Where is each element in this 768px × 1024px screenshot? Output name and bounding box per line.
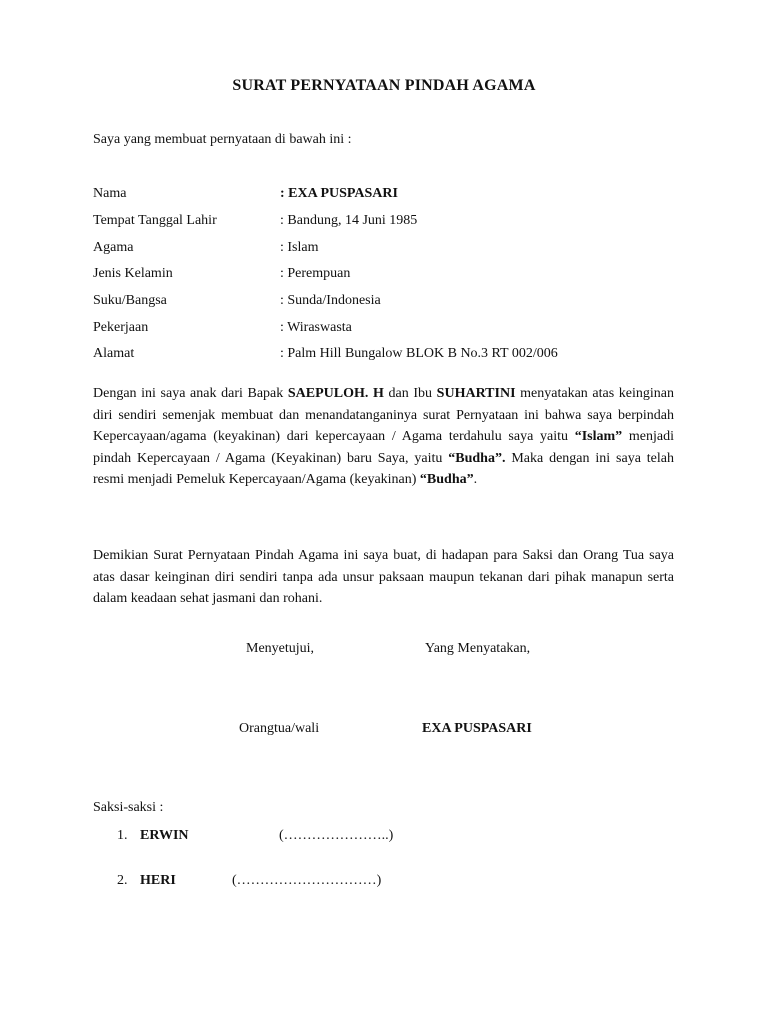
witness-signature-line: (…………………..) [279, 828, 394, 843]
field-value: : Bandung, 14 Juni 1985 [280, 213, 418, 228]
witness-name: HERI [140, 873, 176, 888]
field-value: : Islam [280, 240, 319, 255]
field-label: Tempat Tanggal Lahir [93, 213, 217, 228]
approval-heading: Menyetujui, [246, 641, 315, 656]
new-religion-repeat: “Budha” [419, 472, 474, 487]
declaration-paragraph: Dengan ini saya anak dari Bapak SAEPULOH. H dan Ibu SUHARTINI menyatakan atas keinginan diri sendiri semenjak membuat dan menandatanganinya surat Pernyataan ini bahwa saya berpindah Kepercayaan/agama (keyakinan) dari kepercayaan / Agama terdahulu saya yaitu “Islam” menjadi pindah Kepercayaan / Agama (Keyakinan) baru Saya, yaitu “Budha”. Maka dengan ini saya telah resmi menjadi Pemeluk Kepercayaan/Agama (keyakinan) “Budha”. [93, 386, 675, 487]
father-name: SAEPULOH. H [287, 386, 384, 401]
witness-item [117, 828, 394, 844]
old-religion: “Islam” [574, 429, 623, 444]
field-suku-bangsa [93, 293, 693, 313]
declarant-heading: Yang Menyatakan, [425, 641, 531, 656]
witness-number: 2. [117, 873, 128, 888]
field-label: Suku/Bangsa [93, 293, 167, 308]
witness-number: 1. [117, 828, 128, 843]
field-value: : Sunda/Indonesia [280, 293, 381, 308]
witness-name: ERWIN [140, 828, 189, 843]
field-agama [93, 240, 693, 260]
closing-paragraph: Demikian Surat Pernyataan Pindah Agama ini saya buat, di hadapan para Saksi dan Orang Tua saya atas dasar keinginan diri sendiri tanpa ada unsur paksaan maupun tekanan dari pihak manapun serta dalam keadaan sehat jasmani dan rohani. [93, 548, 674, 606]
guardian-signature-label: Orangtua/wali [239, 721, 320, 736]
witnesses-heading: Saksi-saksi : [93, 800, 164, 815]
witness-signature-line: (…………………………) [232, 873, 382, 888]
field-tempat-tanggal-lahir [93, 213, 693, 233]
field-pekerjaan [93, 320, 693, 340]
field-value: : Perempuan [280, 266, 351, 281]
field-value: : Wiraswasta [280, 320, 352, 335]
field-value: : EXA PUSPASARI [280, 186, 398, 201]
mother-name: SUHARTINI [436, 386, 516, 401]
field-label: Agama [93, 240, 134, 255]
declarant-signature-name: EXA PUSPASARI [422, 721, 532, 736]
intro-text: Saya yang membuat pernyataan di bawah ini : [93, 132, 352, 147]
field-label: Alamat [93, 346, 135, 361]
field-label: Pekerjaan [93, 320, 149, 335]
document-title: SURAT PERNYATAAN PINDAH AGAMA [232, 77, 536, 94]
new-religion: “Budha”. [448, 450, 506, 466]
field-label: Jenis Kelamin [93, 266, 173, 281]
field-jenis-kelamin [93, 266, 693, 286]
field-alamat [93, 346, 693, 366]
witness-item [117, 873, 382, 889]
field-label: Nama [93, 186, 127, 201]
field-value: : Palm Hill Bungalow BLOK B No.3 RT 002/006 [280, 346, 558, 361]
field-nama [93, 186, 693, 206]
